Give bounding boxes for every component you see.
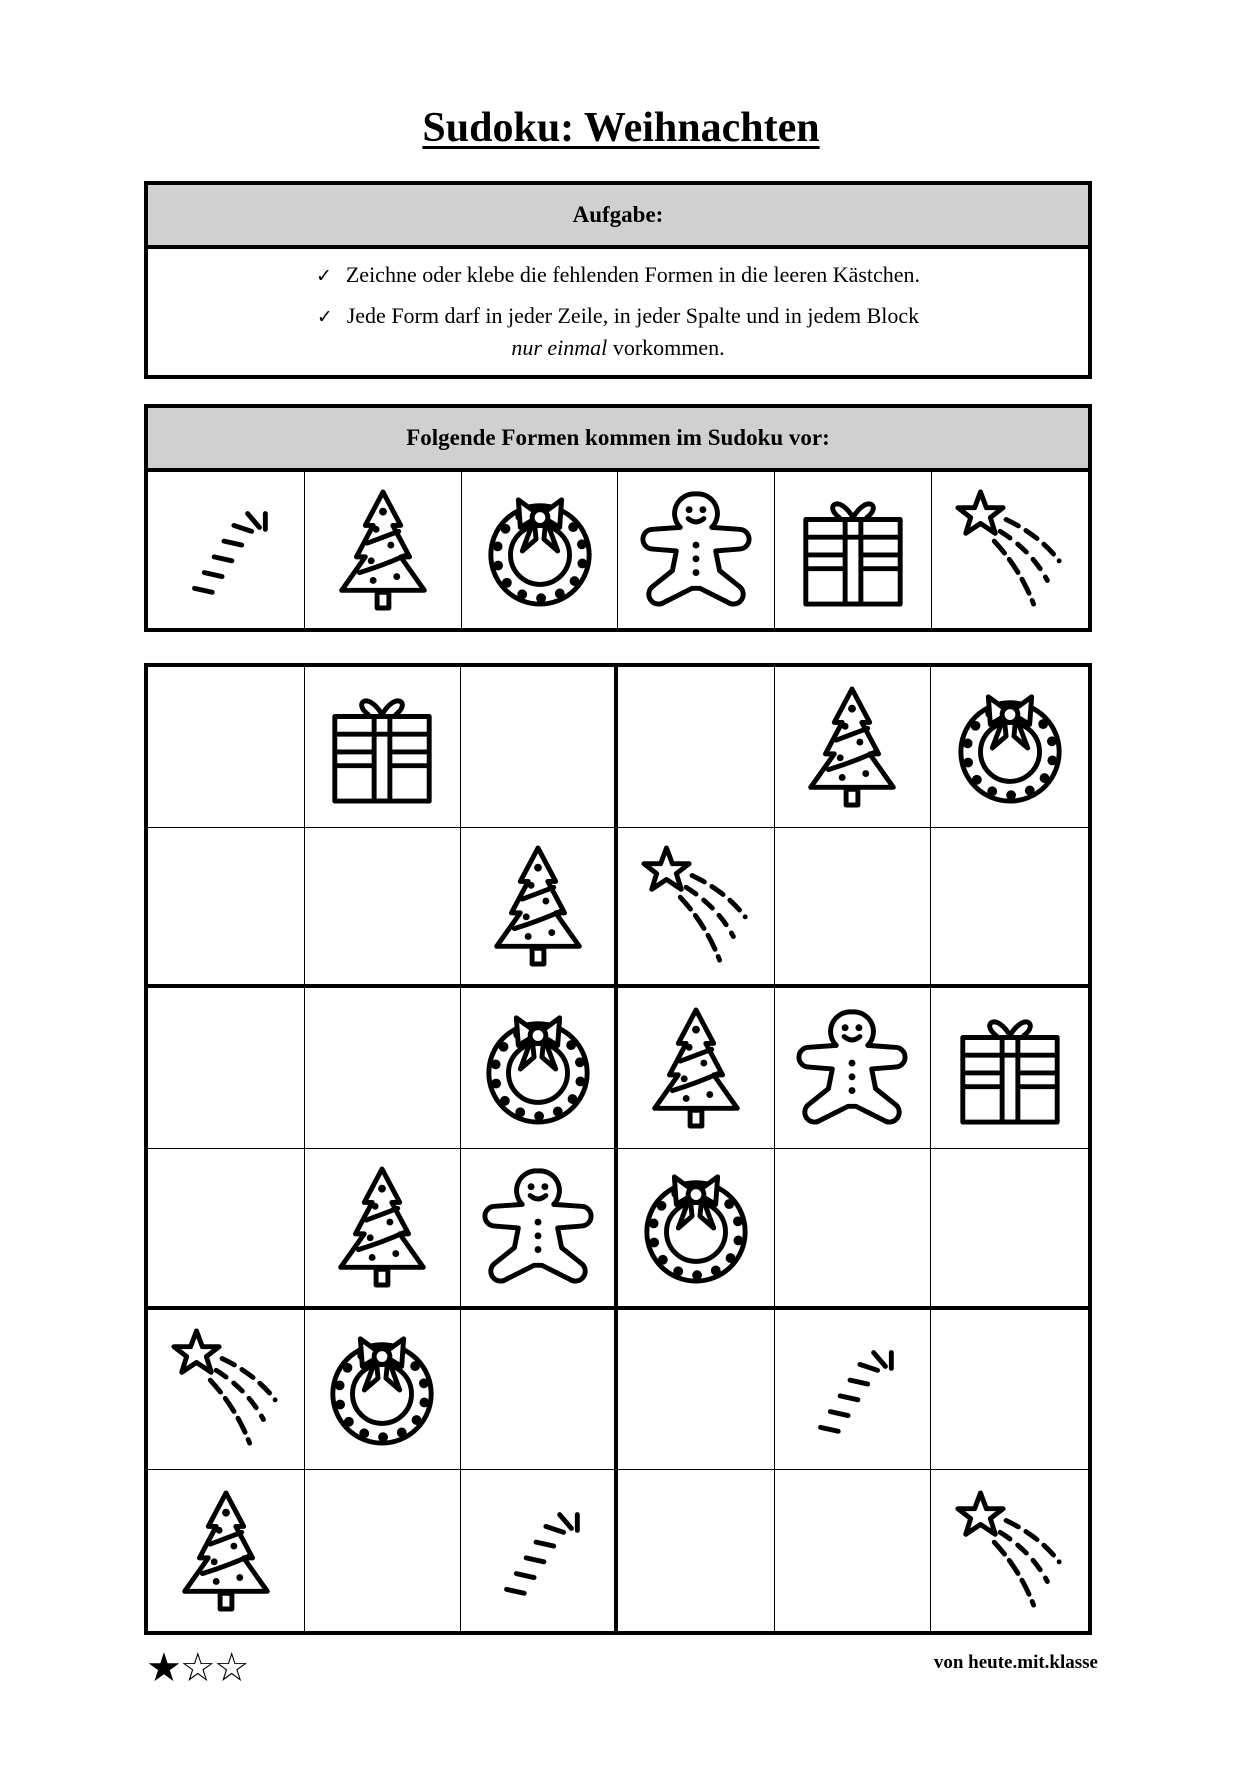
gingerbread-man-icon (793, 1003, 911, 1133)
shape-legend-gingerbread-man (617, 472, 774, 628)
task-item-2 (148, 303, 1088, 329)
candy-cane-icon (793, 1324, 911, 1454)
sudoku-grid (144, 663, 1092, 1635)
credit: von heute.mit.klasse (933, 1652, 1098, 1673)
shooting-star-icon (951, 1486, 1069, 1616)
task-line-3: vorkommen. (607, 335, 725, 360)
gift-icon (951, 1003, 1069, 1133)
shape-legend-shooting-star (931, 472, 1088, 628)
grid-cell-empty[interactable] (148, 1149, 305, 1310)
grid-cell-empty[interactable] (305, 988, 462, 1149)
shapes-box (144, 404, 1092, 632)
shooting-star-icon (951, 485, 1069, 615)
page-title (0, 104, 1242, 152)
grid-cell-christmas-tree (775, 667, 932, 828)
task-line-2: Jede Form darf in jeder Zeile, in jeder Spalte und in jedem Block (346, 303, 920, 328)
grid-cell-empty[interactable] (775, 828, 932, 989)
star-empty-icon: ☆ (179, 1645, 214, 1691)
grid-cell-wreath (461, 988, 618, 1149)
star-empty-icon: ☆ (213, 1645, 248, 1691)
wreath-icon (481, 485, 599, 615)
shape-legend-gift (774, 472, 931, 628)
christmas-tree-icon (167, 1486, 285, 1616)
shape-legend-christmas-tree (304, 472, 461, 628)
grid-cell-empty[interactable] (775, 1149, 932, 1310)
wreath-icon (951, 682, 1069, 812)
grid-cell-gingerbread-man (775, 988, 932, 1149)
grid-cell-candy-cane (461, 1470, 618, 1631)
grid-cell-empty[interactable] (618, 1310, 775, 1471)
grid-cell-gift (305, 667, 462, 828)
christmas-tree-icon (324, 485, 442, 615)
grid-cell-wreath (931, 667, 1088, 828)
grid-cell-shooting-star (148, 1310, 305, 1471)
grid-cell-empty[interactable] (618, 1470, 775, 1631)
title-text: Sudoku: Weihnachten (422, 105, 820, 151)
checkmark-icon: ✓ (316, 306, 333, 328)
candy-cane-icon (167, 485, 285, 615)
grid-cell-empty[interactable] (305, 828, 462, 989)
star-filled-icon: ★ (146, 1645, 180, 1691)
candy-cane-icon (479, 1486, 597, 1616)
shooting-star-icon (637, 841, 755, 971)
grid-cell-empty[interactable] (931, 828, 1088, 989)
gift-icon (323, 682, 441, 812)
grid-cell-empty[interactable] (931, 1310, 1088, 1471)
task-item-1 (148, 262, 1088, 288)
grid-cell-empty[interactable] (775, 1470, 932, 1631)
grid-cell-empty[interactable] (461, 667, 618, 828)
grid-cell-shooting-star (931, 1470, 1088, 1631)
shapes-header: Folgende Formen kommen im Sudoku vor: (148, 408, 1088, 472)
checkmark-icon: ✓ (315, 265, 332, 287)
christmas-tree-icon (637, 1003, 755, 1133)
grid-cell-empty[interactable] (931, 1149, 1088, 1310)
gingerbread-man-icon (637, 485, 755, 615)
grid-cell-shooting-star (618, 828, 775, 989)
shooting-star-icon (167, 1324, 285, 1454)
grid-cell-wreath (618, 1149, 775, 1310)
shape-legend-wreath (461, 472, 618, 628)
grid-cell-wreath (305, 1310, 462, 1471)
grid-cell-empty[interactable] (148, 988, 305, 1149)
grid-cell-empty[interactable] (148, 667, 305, 828)
shape-legend-row (148, 472, 1088, 628)
task-header: Aufgabe: (148, 185, 1088, 249)
christmas-tree-icon (323, 1162, 441, 1292)
grid-cell-gingerbread-man (461, 1149, 618, 1310)
task-item-2-continued (148, 335, 1088, 361)
grid-cell-christmas-tree (305, 1149, 462, 1310)
grid-cell-empty[interactable] (461, 1310, 618, 1471)
grid-cell-empty[interactable] (148, 828, 305, 989)
grid-cell-christmas-tree (148, 1470, 305, 1631)
grid-cell-candy-cane (775, 1310, 932, 1471)
grid-cell-empty[interactable] (305, 1470, 462, 1631)
gift-icon (794, 485, 912, 615)
wreath-icon (323, 1324, 441, 1454)
grid-cell-christmas-tree (461, 828, 618, 989)
shape-legend-candy-cane (148, 472, 304, 628)
task-emphasis: nur einmal (511, 335, 608, 360)
gingerbread-man-icon (479, 1162, 597, 1292)
christmas-tree-icon (793, 682, 911, 812)
grid-cell-christmas-tree (618, 988, 775, 1149)
christmas-tree-icon (479, 841, 597, 971)
grid-cell-gift (931, 988, 1088, 1149)
task-box (144, 181, 1092, 379)
task-body (148, 249, 1088, 375)
task-line-1: Zeichne oder klebe die fehlenden Formen in die leeren Kästchen. (345, 262, 921, 287)
wreath-icon (637, 1162, 755, 1292)
wreath-icon (479, 1003, 597, 1133)
grid-cell-empty[interactable] (618, 667, 775, 828)
difficulty-rating (146, 1645, 248, 1691)
